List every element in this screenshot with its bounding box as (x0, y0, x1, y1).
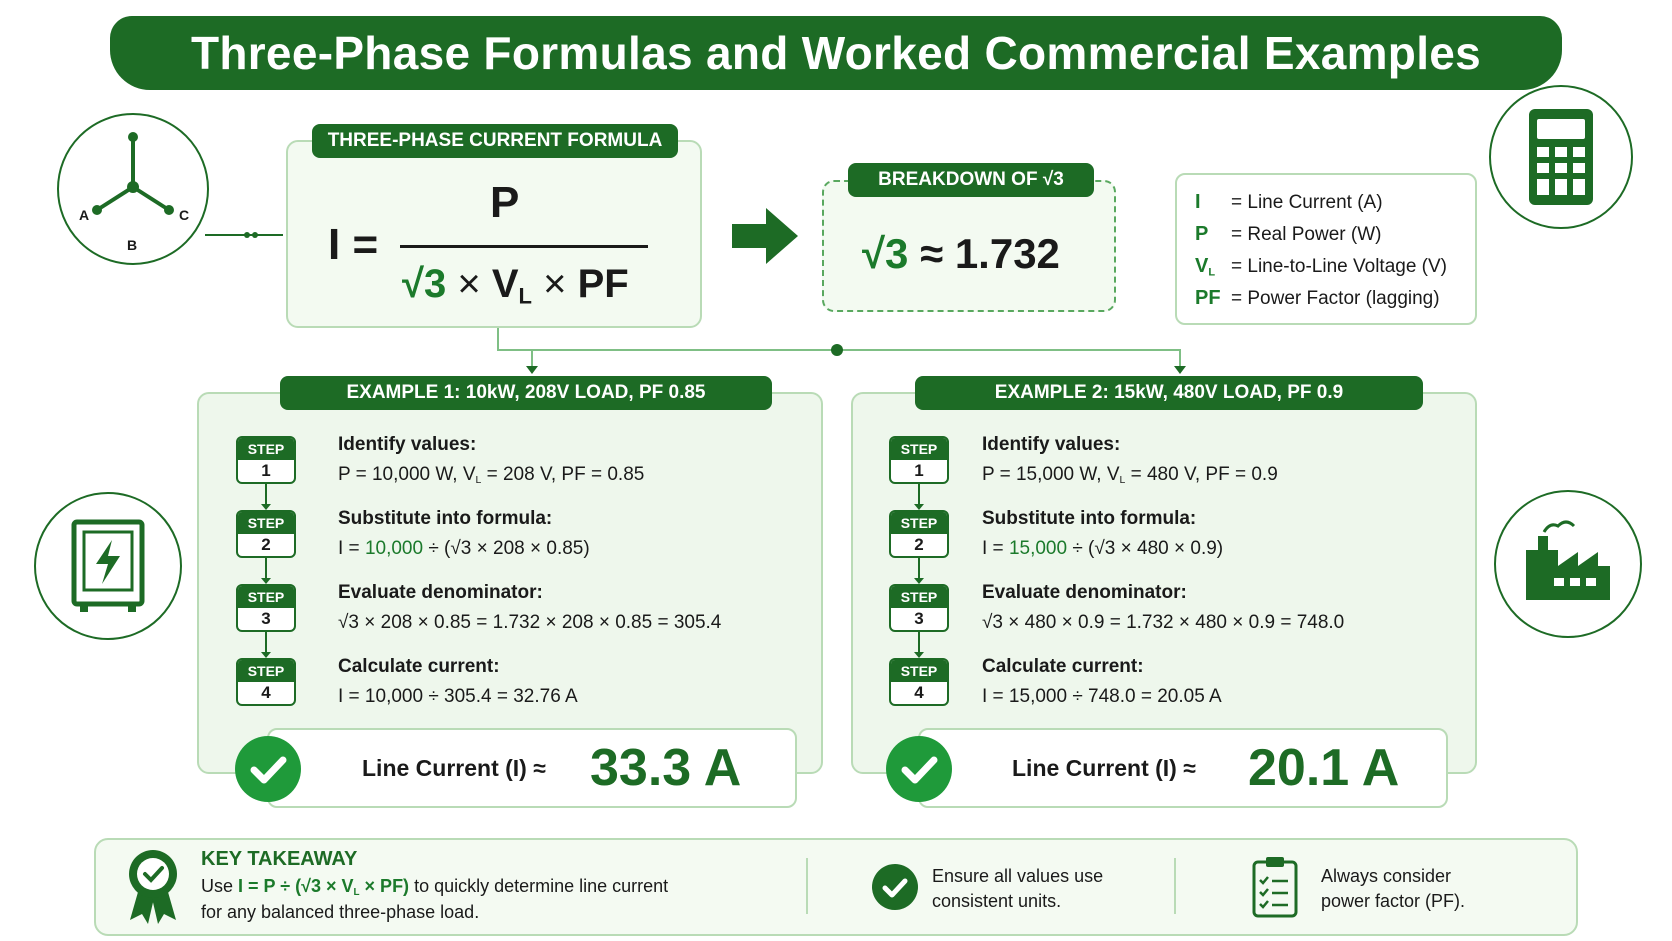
power-factor-symbol: PF (577, 262, 629, 306)
calculator-icon (1489, 85, 1633, 229)
sqrt3: √3 (862, 230, 909, 277)
fraction-bar (400, 245, 648, 248)
step-detail-part: = 480 V, PF = 0.9 (1125, 464, 1278, 485)
electrical-panel-icon (34, 492, 182, 640)
step-detail: √3 × 208 × 0.85 = 1.732 × 208 × 0.85 = 305.4 (338, 612, 722, 633)
step-number: 1 (261, 461, 271, 480)
takeaway-formula (238, 876, 409, 896)
factory-icon (1494, 490, 1642, 638)
takeaway-title: KEY TAKEAWAY (201, 848, 358, 870)
tip-power-factor (1321, 864, 1465, 914)
legend-row (1195, 255, 1447, 278)
check-icon (872, 864, 918, 910)
sqrt3: √3 (402, 262, 447, 306)
step-label: STEP (891, 512, 947, 534)
voltage-subscript: L (1119, 475, 1126, 487)
step-number: 4 (261, 683, 271, 702)
check-icon (886, 736, 952, 802)
tip-line: consistent units. (932, 891, 1062, 911)
step-label: STEP (891, 438, 947, 460)
step-detail-part: P = 15,000 W, V (982, 464, 1120, 485)
result-label: Line Current (I) ≈ (362, 755, 546, 781)
sqrt3-approx: ≈ 1.732 (920, 230, 1060, 277)
formula-tab: THREE-PHASE CURRENT FORMULA (312, 124, 678, 158)
step-number: 4 (914, 683, 924, 702)
step-detail-part: I = (338, 538, 365, 559)
step-connector (260, 484, 272, 664)
step-heading: Evaluate denominator: (338, 582, 543, 603)
step-number: 3 (914, 609, 924, 628)
breakdown-tab: BREAKDOWN OF √3 (848, 163, 1094, 197)
phase-a-label: A (79, 207, 90, 223)
step-connector (913, 484, 925, 664)
step-heading: Calculate current: (338, 656, 500, 677)
step-label: STEP (891, 660, 947, 682)
step-heading: Evaluate denominator: (982, 582, 1187, 603)
takeaway-text: to quickly determine line current (409, 876, 669, 896)
breakdown-value (862, 230, 1060, 278)
step-heading: Identify values: (982, 434, 1121, 455)
step-number: 2 (914, 535, 924, 554)
step-detail: I = 15,000 ÷ 748.0 = 20.05 A (982, 686, 1222, 707)
step-heading: Substitute into formula: (338, 508, 553, 529)
step-number: 3 (261, 609, 271, 628)
step-detail-part: ÷ (√3 × 480 × 0.9) (1067, 538, 1224, 559)
step-heading: Identify values: (338, 434, 477, 455)
page-title: Three-Phase Formulas and Worked Commercial Examples (190, 27, 1482, 79)
step-detail (982, 464, 1278, 486)
step-detail-part: P = 10,000 W, V (338, 464, 476, 485)
legend-symbol: PF (1195, 287, 1221, 309)
phase-c-label: C (179, 207, 190, 223)
variable-legend (1175, 173, 1477, 325)
step-detail: I = 10,000 ÷ 305.4 = 32.76 A (338, 686, 578, 707)
legend-desc: = Line Current (A) (1231, 192, 1383, 213)
step-detail (338, 464, 644, 486)
connector-tree (480, 328, 1200, 376)
step-label: STEP (238, 586, 294, 608)
connector-line (205, 228, 285, 242)
legend-symbol: I (1195, 191, 1201, 213)
result-label: Line Current (I) ≈ (1012, 755, 1196, 781)
step-detail (338, 538, 590, 560)
highlight-value: 15,000 (1008, 538, 1068, 559)
example2-tab: EXAMPLE 2: 15kW, 480V LOAD, PF 0.9 (915, 376, 1423, 410)
step-badge (236, 658, 296, 706)
step-detail-part: = 208 V, PF = 0.85 (481, 464, 645, 485)
step-number: 2 (261, 535, 271, 554)
tip-line: Ensure all values use (932, 866, 1104, 886)
step-heading: Substitute into formula: (982, 508, 1197, 529)
result-value: 20.1 A (1248, 739, 1400, 797)
legend-symbol: P (1195, 223, 1209, 245)
step-badge (889, 436, 949, 484)
step-label: STEP (238, 660, 294, 682)
result-value: 33.3 A (590, 739, 742, 797)
takeaway-line1 (201, 876, 668, 898)
takeaway-formula-part: × PF) (359, 876, 410, 896)
voltage-subscript: L (475, 475, 482, 487)
step-badge (236, 436, 296, 484)
legend-symbol (1195, 255, 1231, 278)
step-badge (889, 658, 949, 706)
legend-row (1195, 191, 1383, 214)
step-detail (982, 538, 1223, 560)
legend-symbol-subscript: L (1208, 266, 1216, 279)
legend-row (1195, 287, 1440, 310)
legend-desc: = Line-to-Line Voltage (V) (1231, 256, 1447, 277)
tip-line: Always consider (1321, 866, 1452, 886)
step-heading: Calculate current: (982, 656, 1144, 677)
step-detail: √3 × 480 × 0.9 = 1.732 × 480 × 0.9 = 748.0 (982, 612, 1345, 633)
formula-numerator: P (490, 178, 520, 227)
legend-symbol-letter: V (1195, 255, 1209, 277)
step-detail-part: ÷ (√3 × 208 × 0.85) (423, 538, 590, 559)
voltage-symbol: V (491, 262, 519, 306)
step-label: STEP (891, 586, 947, 608)
voltage-subscript: L (518, 283, 532, 309)
wye-diagram-icon (57, 113, 209, 265)
divider (1174, 858, 1176, 914)
takeaway-line2: for any balanced three-phase load. (201, 902, 480, 922)
takeaway-formula-part: I = P ÷ (√3 × V (238, 876, 354, 896)
phase-b-label: B (127, 237, 138, 253)
divider (806, 858, 808, 914)
formula-denominator (402, 262, 629, 310)
takeaway-text: Use (201, 876, 239, 896)
formula-lhs: I = (328, 220, 379, 269)
step-number: 1 (914, 461, 924, 480)
title-banner (110, 16, 1562, 90)
checklist-clipboard-icon (1250, 854, 1300, 918)
legend-desc: = Power Factor (lagging) (1231, 288, 1440, 309)
example1-tab: EXAMPLE 1: 10kW, 208V LOAD, PF 0.85 (280, 376, 772, 410)
tip-line: power factor (PF). (1321, 891, 1466, 911)
highlight-value: 10,000 (364, 538, 424, 559)
times-sign: × (457, 262, 481, 306)
right-arrow-icon (732, 208, 800, 264)
tip-units (932, 864, 1103, 914)
step-detail-part: I = (982, 538, 1009, 559)
takeaway-formula-subscript: L (353, 886, 360, 898)
step-label: STEP (238, 512, 294, 534)
legend-row (1195, 223, 1381, 246)
step-label: STEP (238, 438, 294, 460)
check-icon (235, 736, 301, 802)
legend-desc: = Real Power (W) (1231, 224, 1382, 245)
award-ribbon-icon (124, 848, 182, 924)
times-sign: × (543, 262, 567, 306)
